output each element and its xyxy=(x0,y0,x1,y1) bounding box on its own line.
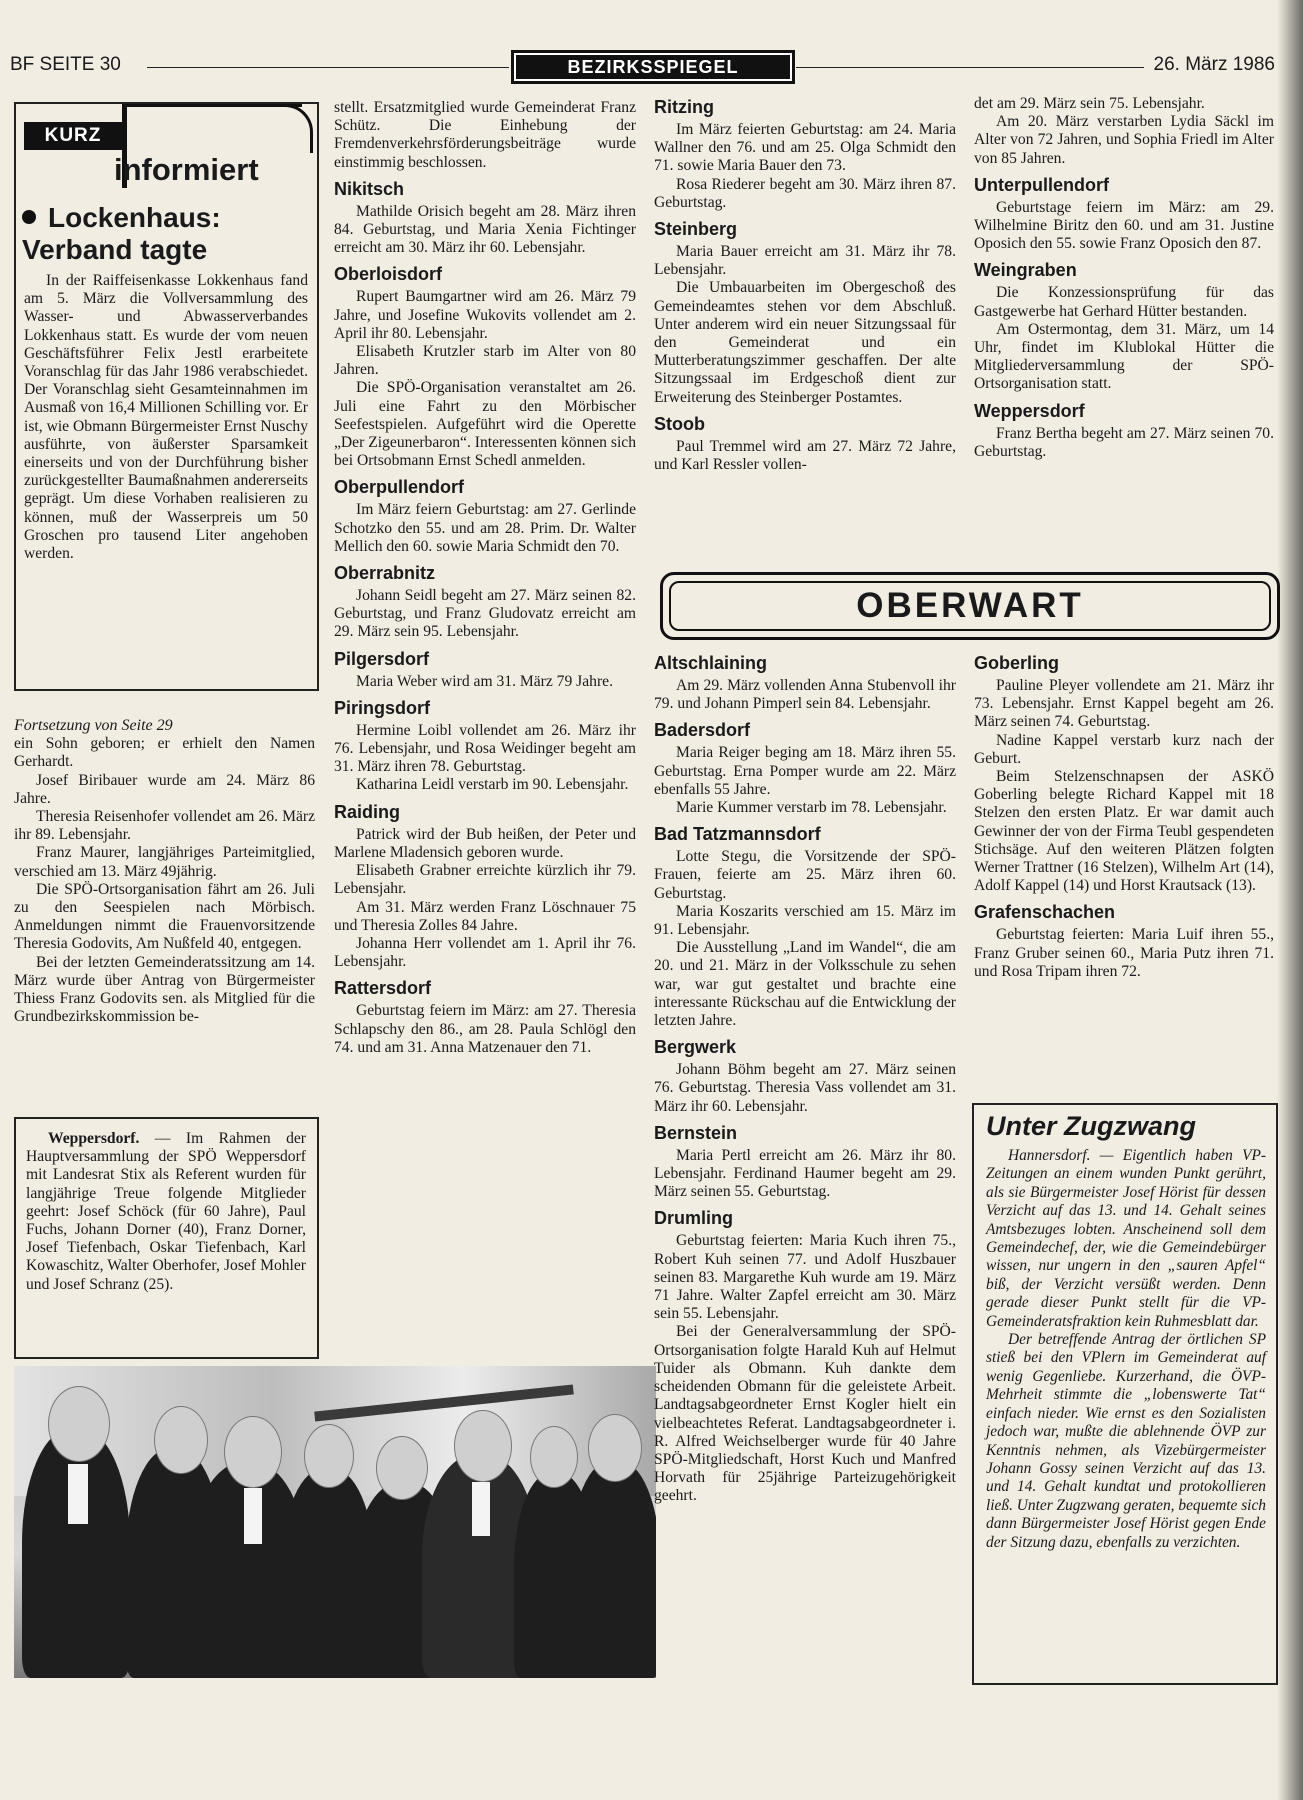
heading-weppersdorf: Weppersdorf xyxy=(974,400,1085,421)
text-goberling-1: Pauline Pleyer vollendete am 21. März ihr 73. Lebensjahr. Ernst Kappel begeht am 26. März seinen 74. Geburtstag. xyxy=(974,677,1274,731)
text-bad-tatzmannsdorf-2: Maria Koszarits verschied am 15. März im 91. Lebensjahr. xyxy=(654,902,956,939)
page-header xyxy=(10,54,1275,80)
text-goberling-3: Beim Stelzenschnapsen der ASKÖ Goberling belegte Richard Kappel mit 18 Stelzen den ersten Platz. Er war damit auch Gewinner der von der Firma Teubl gespendeten Stichsäge. Auf den weiteren Plätzen folgten Werner Trattner (16 Stelzen), Wilhelm Art (14), Adolf Kappel (14) und Horst Krautsack (13). xyxy=(974,768,1274,895)
text-steinberg-2: Die Umbauarbeiten im Obergeschoß des Gemeindeamtes stehen vor dem Abschluß. Unter anderem wird ein neuer Sitzungssaal für den Gemeinderat und ein Mutterberatungszimmer geschaffen. Der alte Sitzungssaal im Erdgeschoß dient zur Erweiterung des Steinberger Postamtes. xyxy=(654,279,956,406)
heading-drumling: Drumling xyxy=(654,1208,733,1229)
text-badersdorf-1: Maria Reiger beging am 18. März ihren 55. Geburtstag. Erna Pomper wurde am 22. März ebenfalls 55 Jahre. xyxy=(654,744,956,798)
weppersdorf-lead: Weppersdorf. xyxy=(48,1130,140,1147)
heading-oberpullendorf: Oberpullendorf xyxy=(334,477,464,498)
photo-face xyxy=(304,1424,354,1488)
kurz-informiert-logo xyxy=(14,100,315,192)
heading-oberrabnitz: Oberrabnitz xyxy=(334,563,436,584)
zugzwang-p2: Der betreffende Antrag der örtlichen SP stieß bei den VPlern im Gemeinderat auf wenig Gegenliebe. Kurzerhand, die ÖVP-Mehrheit stimmte die „lobenswerte Tat“ einfach nieder. Wie ernst es den Sozialisten jedoch war, mußte die ablehnende ÖVP zur Kenntnis nehmen, als Vizebürgermeister Johann Gossy seinen Verzicht auf das 13. und 14. Gehalt kundtat und protokollieren ließ. Unter Zugzwang geraten, bequemte sich dann Bürgermeister Josef Hörist gegen Ende der Sitzung dazu, ebenfalls zu verzichten. xyxy=(986,1331,1266,1551)
fort-p2: Josef Biribauer wurde am 24. März 86 Jahre. xyxy=(14,771,315,807)
zugzwang-title: Unter Zugzwang xyxy=(986,1111,1196,1141)
text-oberpullendorf: Im März feiern Geburtstag: am 27. Gerlinde Schotzko den 55. und am 28. Prim. Dr. Walter Mellich den 60. sowie Maria Schmidt den 70. xyxy=(334,501,636,555)
header-rule-left xyxy=(147,67,509,68)
text-weppersdorf: Franz Bertha begeht am 27. März seinen 70. Geburtstag. xyxy=(974,424,1274,460)
text-bad-tatzmannsdorf-3: Die Ausstellung „Land im Wandel“, die am 20. und 21. März in der Volksschule zu sehen war, war gut gestaltet und brachte eine interessante Rückschau auf die Entwicklung der letzten Jahre. xyxy=(654,939,956,1030)
text-piringsdorf-1: Hermine Loibl vollendet am 26. März ihr 76. Lebensjahr, und Rosa Weidinger begeht am 31. März ihren 78. Geburtstag. xyxy=(334,721,636,776)
lockenhaus-article xyxy=(24,272,308,563)
column-6 xyxy=(974,652,1274,981)
heading-ritzing: Ritzing xyxy=(654,97,714,117)
oberwart-banner xyxy=(660,572,1280,640)
fort-p5: Die SPÖ-Ortsorganisation fährt am 26. Juli zu den Seespielen nach Mörbisch. Anmeldungen nimmt die Frauenvorsitzende Theresia Godovits, Am Nußfeld 40, entgegen. xyxy=(14,880,315,953)
fort-p6: Bei der letzten Gemeinderatssitzung am 14. März wurde über Antrag von Bürgermeister Thiess Franz Godovits sen. als Mitglied für die Grundbezirkskommission be- xyxy=(14,953,315,1026)
text-piringsdorf-2: Katharina Leidl verstarb im 90. Lebensjahr. xyxy=(356,776,629,794)
photo-face xyxy=(224,1416,282,1488)
column-2 xyxy=(334,99,636,1057)
fort-p1: ein Sohn geboren; er erhielt den Namen Gerhardt. xyxy=(14,735,315,771)
column-4 xyxy=(974,95,1274,461)
header-rule-right xyxy=(796,67,1144,68)
heading-steinberg: Steinberg xyxy=(654,219,738,240)
bullet-icon xyxy=(22,210,36,224)
heading-bad-tatzmannsdorf: Bad Tatzmannsdorf xyxy=(654,824,821,845)
text-oberloisdorf-2: Elisabeth Krutzler starb im Alter von 80 Jahren. xyxy=(334,343,636,379)
fort-p3: Theresia Reisenhofer vollendet am 26. März ihr 89. Lebensjahr. xyxy=(14,808,315,844)
col4-continuation-2: Am 20. März verstarben Lydia Säckl im Alter von 72 Jahren, und Sophia Friedl im Alter von 85 Jahren. xyxy=(974,113,1274,167)
heading-weingraben: Weingraben xyxy=(974,260,1077,281)
photo-face xyxy=(588,1414,642,1482)
heading-raiding: Raiding xyxy=(334,801,400,822)
page-number: BF SEITE 30 xyxy=(10,54,121,75)
page-edge-shadow xyxy=(1277,0,1303,1800)
text-ritzing-2: Rosa Riederer begeht am 30. März ihren 87. Geburtstag. xyxy=(654,175,956,211)
photo-person xyxy=(570,1460,656,1678)
photo-face xyxy=(376,1436,428,1500)
heading-nikitsch: Nikitsch xyxy=(334,178,405,199)
heading-altschlaining: Altschlaining xyxy=(654,653,768,673)
heading-badersdorf: Badersdorf xyxy=(654,720,751,741)
text-raiding-1: Patrick wird der Bub heißen, der Peter und Marlene Mladensich geboren wurde. xyxy=(334,825,636,861)
col2-continuation: stellt. Ersatzmitglied wurde Gemeinderat Franz Schütz. Die Einhebung der Fremdenverkehrsförderungsbeiträge wurde einstimmig beschlossen. xyxy=(334,99,636,171)
text-badersdorf-2: Marie Kummer verstarb im 78. Lebensjahr. xyxy=(676,799,947,817)
photo-face xyxy=(48,1386,110,1462)
text-oberrabnitz: Johann Seidl begeht am 27. März seinen 82. Geburtstag, und Franz Gludovatz erreicht am 29. März sein 95. Lebensjahr. xyxy=(334,587,636,641)
text-raiding-3: Am 31. März werden Franz Löschnauer 75 und Theresia Zolles 84 Jahre. xyxy=(334,898,636,934)
issue-date: 26. März 1986 xyxy=(1153,54,1275,75)
column-5 xyxy=(654,652,956,1506)
column-1 xyxy=(14,715,315,1026)
text-drumling-1: Geburtstag feierten: Maria Kuch ihren 75., Robert Kuh seinen 77. und Adolf Huszbauer seinen 83. Margarethe Kuh wurde am 19. März 71 Jahre. Walter Zapfel erreicht am 30. März sein 55. Lebensjahr. xyxy=(654,1232,956,1323)
text-bad-tatzmannsdorf-1: Lotte Stegu, die Vorsitzende der SPÖ-Frauen, feierte am 25. März ihren 60. Geburtstag. xyxy=(654,848,956,902)
heading-rattersdorf: Rattersdorf xyxy=(334,978,432,999)
heading-oberloisdorf: Oberloisdorf xyxy=(334,264,443,285)
photo-face xyxy=(454,1410,512,1482)
lockenhaus-title: Lockenhaus: Verband tagte xyxy=(22,202,221,265)
heading-stoob: Stoob xyxy=(654,413,705,434)
text-grafenschachen: Geburtstag feierten: Maria Luif ihren 55., Franz Gruber seinen 60., Maria Putz ihren 71. und Rosa Tripam ihren 72. xyxy=(974,926,1274,980)
text-ritzing-1: Im März feierten Geburtstag: am 24. Maria Wallner den 76. und am 25. Olga Schmidt den 71. sowie Maria Bauer den 73. xyxy=(654,121,956,175)
text-rattersdorf: Geburtstag feiern im März: am 27. Theresia Schlapschy den 86., am 28. Paula Schlögl den 74. und am 31. Anna Matzenauer den 71. xyxy=(334,1002,636,1056)
text-raiding-4: Johanna Herr vollendet am 1. April ihr 76. Lebensjahr. xyxy=(334,934,636,971)
text-pilgersdorf: Maria Weber wird am 31. März 79 Jahre. xyxy=(356,672,613,690)
continuation-label: Fortsetzung von Seite 29 xyxy=(14,717,173,734)
photo-face xyxy=(154,1406,208,1474)
text-bergwerk: Johann Böhm begeht am 27. März seinen 76. Geburtstag. Theresia Vass vollendet am 31. März ihr 60. Lebensjahr. xyxy=(654,1061,956,1115)
photo-face xyxy=(530,1426,578,1488)
lockenhaus-headline xyxy=(22,202,312,266)
text-weingraben-1: Die Konzessionsprüfung für das Gastgewerbe hat Gerhard Hütter bestanden. xyxy=(974,284,1274,320)
photo-shirt xyxy=(68,1464,88,1524)
text-unterpullendorf: Geburtstage feiern im März: am 29. Wilhelmine Biritz den 60. und am 31. Justine Oposich den 55. sowie Franz Oposich den 87. xyxy=(974,198,1274,253)
oberwart-title: OBERWART xyxy=(669,581,1271,631)
text-raiding-2: Elisabeth Grabner erreichte kürzlich ihr 79. Lebensjahr. xyxy=(334,862,636,898)
heading-bernstein: Bernstein xyxy=(654,1122,738,1143)
kurz-label: KURZ xyxy=(24,122,122,150)
weppersdorf-body: — Im Rahmen der Hauptversammlung der SPÖ Weppersdorf mit Landesrat Stix als Referent wurden für langjährige Treue folgende Mitglieder geehrt: Josef Schöck (für 60 Jahre), Paul Fuchs, Johann Dorner (40), Franz Dorner, Josef Tiefenbach, Oskar Tiefenbach, Karl Kowaschitz, Walter Oberhofer, Josef Mohler und Josef Schranz (25). xyxy=(26,1130,306,1293)
text-drumling-2: Bei der Generalversammlung der SPÖ-Ortsorganisation folgte Harald Kuh auf Helmut Tuider als Obmann. Kuh dankte dem scheidenden Obmann für die geleistete Arbeit. Landtagsabgeordneter Ernst Kogler hielt ein vielbeachtetes Referat. Landtagsabgeordneter i. R. Alfred Weichselberger wurde für 40 Jahre SPÖ-Mitgliedschaft, Horst Kuch und Manfred Horvath für 25jährige Parteizugehörigkeit geehrt. xyxy=(654,1323,956,1505)
text-weingraben-2: Am Ostermontag, dem 31. März, um 14 Uhr, findet im Klublokal Hütter die Mitgliederversammlung der SPÖ-Ortsorganisation statt. xyxy=(974,320,1274,393)
heading-goberling: Goberling xyxy=(974,653,1059,673)
logo-curve xyxy=(264,104,313,153)
text-stoob: Paul Tremmel wird am 27. März 72 Jahre, und Karl Ressler vollen- xyxy=(654,437,956,474)
heading-piringsdorf: Piringsdorf xyxy=(334,697,431,718)
heading-pilgersdorf: Pilgersdorf xyxy=(334,648,430,669)
photo-shirt xyxy=(244,1488,262,1544)
fort-p4: Franz Maurer, langjähriges Parteimitglied, verschied am 13. März 49jährig. xyxy=(14,844,315,880)
text-bernstein: Maria Pertl erreicht am 26. März ihr 80. Lebensjahr. Ferdinand Haumer begeht am 29. März seinen 55. Geburtstag. xyxy=(654,1146,956,1201)
informiert-label: informiert xyxy=(114,152,259,187)
text-steinberg-1: Maria Bauer erreicht am 31. März ihr 78. Lebensjahr. xyxy=(654,243,956,279)
text-oberloisdorf-1: Rupert Baumgartner wird am 26. März 79 Jahre, und Josefine Wukovits vollendet am 2. April ihr 80. Lebensjahr. xyxy=(334,288,636,342)
text-oberloisdorf-3: Die SPÖ-Organisation veranstaltet am 26. Juli eine Fahrt zu den Mörbischer Seefestspielen. Aufgeführt wird die Operette „Der Zigeunerbaron“. Interessenten können sich bei Ortsobmann Ernst Schedl anmelden. xyxy=(334,379,636,470)
text-altschlaining: Am 29. März vollenden Anna Stubenvoll ihr 79. und Johann Pimperl sein 84. Lebensjahr. xyxy=(654,677,956,713)
heading-grafenschachen: Grafenschachen xyxy=(974,902,1116,923)
photo-shirt xyxy=(472,1482,490,1536)
heading-unterpullendorf: Unterpullendorf xyxy=(974,174,1109,195)
text-goberling-2: Nadine Kappel verstarb kurz nach der Geburt. xyxy=(974,731,1274,767)
lockenhaus-text: In der Raiffeisenkasse Lokkenhaus fand am 5. März die Vollversammlung des Wasser- und Abwasserverbandes Lokkenhaus statt. Es wurde der vom neuen Geschäftsführer Felix Jestl erarbeitete Voranschlag für das Jahr 1986 verabschiedet. Der Voranschlag sieht Gesamteinnahmen im Ausmaß von 16,4 Millionen Schilling vor. Er ist, wie Obmann Bürgermeister Ernst Nuschy ausführte, von äußerster Sparsamkeit einerseits und von der Durchführung bisher zurückgestellter Baumaßnahmen andererseits geprägt. Um diese Vorhaben realisieren zu können, muß der Wasserpreis um 50 Groschen pro tausend Liter angehoben werden. xyxy=(24,272,308,563)
section-title: BEZIRKSSPIEGEL xyxy=(512,51,794,83)
heading-bergwerk: Bergwerk xyxy=(654,1037,737,1058)
unter-zugzwang-box xyxy=(972,1103,1278,1685)
col4-continuation-1: det am 29. März sein 75. Lebensjahr. xyxy=(974,95,1205,112)
column-3 xyxy=(654,96,956,474)
weppersdorf-box-text xyxy=(26,1130,306,1294)
zugzwang-p1: Hannersdorf. — Eigentlich haben VP-Zeitungen an einem wunden Punkt gerührt, als sie Bürgermeister Josef Hörist für dessen Verzicht auf das 13. und 14. Gehalt seines Amtsbezuges lobten. Anscheinend soll dem Gemeindechef, der, wie die Gemeindebürger wissen, nur ungern in den „sauren Apfel“ biß, der Verzicht versüßt werden. Denn gerade dieser Punkt stellt für die VP-Gemeinderatsfraktion kein Ruhmesblatt dar. xyxy=(986,1147,1266,1330)
group-photo xyxy=(14,1366,656,1678)
text-nikitsch: Mathilde Orisich begeht am 28. März ihren 84. Geburtstag, und Maria Xenia Fichtinger erreicht am 30. März ihr 60. Lebensjahr. xyxy=(334,202,636,257)
